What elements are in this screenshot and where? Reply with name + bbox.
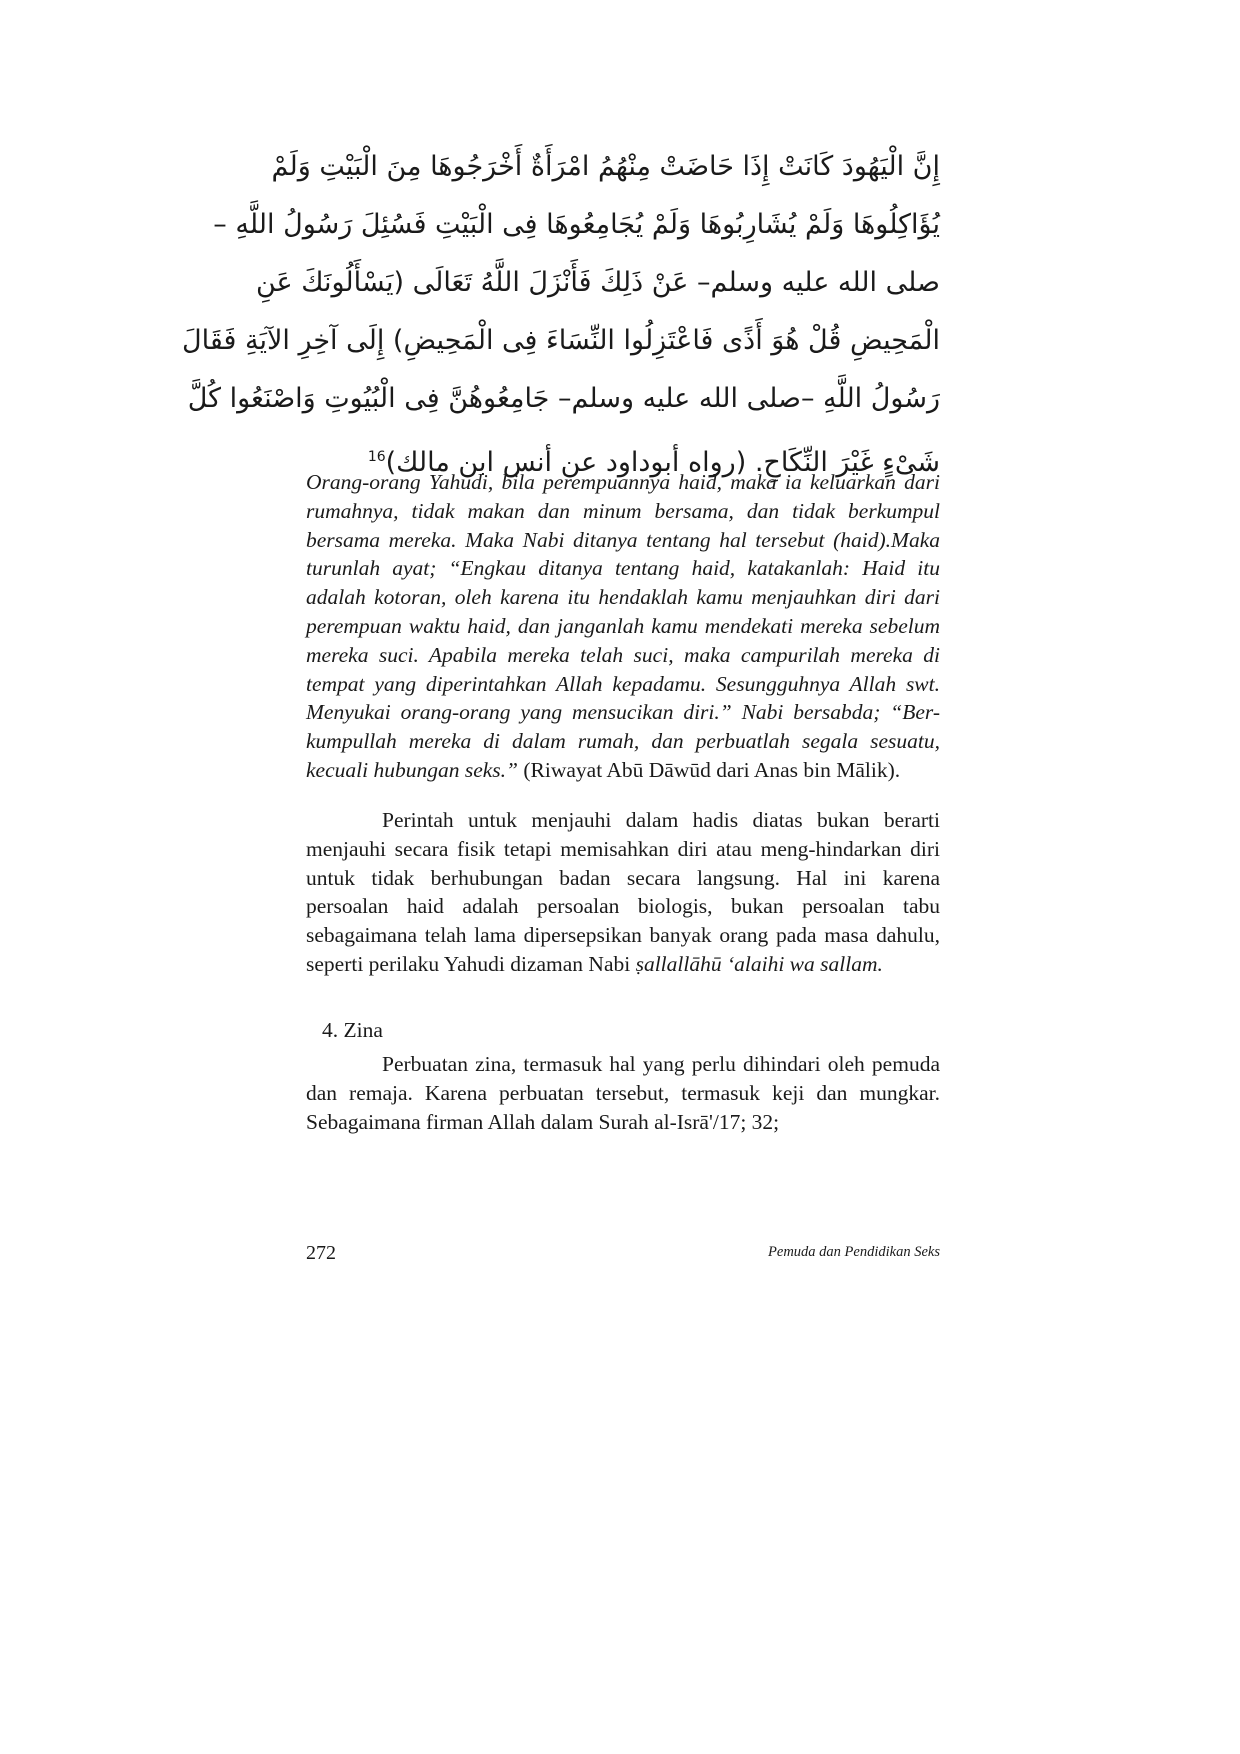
arabic-line-6-text: شَىْءٍ غَيْرَ النِّكَاحِ. (رواه أبوداود عن أنس ابن مالك) — [385, 447, 940, 478]
paragraph1-text: Perintah untuk menjauhi dalam hadis diatas bukan berarti menjauhi secara fisik tetapi memisahkan diri atau meng-hindarkan diri untuk tidak berhubungan badan secara langsung. Hal ini karena persoalan haid adalah persoalan biologis, bukan persoalan tabu sebagaimana telah lama dipersepsikan banyak orang pada masa dahulu, seperti perilaku Yahudi dizaman Nabi — [306, 808, 940, 976]
translation-text: Orang-orang Yahudi, bila perempuannya haid, maka ia keluarkan dari rumahnya, tidak makan dan minum bersama, dan tidak berkumpul bersama mereka. Maka Nabi ditanya tentang hal tersebut (haid).Maka turunlah ayat; “Engkau ditanya tentang haid, katakanlah: Haid itu adalah kotoran, oleh karena itu hendaklah kamu menjauhkan diri dari perempuan waktu haid, dan janganlah kamu mendekati mereka sebelum mereka suci. Apabila mereka telah suci, maka campurilah mereka di tempat yang diperintahkan Allah kepadamu. Sesungguhnya Allah swt. Menyukai orang-orang yang mensucikan diri.” Nabi bersabda; “Ber-kumpullah mereka di dalam rumah, dan perbuatlah segala sesuatu, kecuali hubungan seks.” — [306, 470, 940, 782]
arabic-line-3: صلى الله عليه وسلم– عَنْ ذَلِكَ فَأَنْزَلَ اللَّهُ تَعَالَى (يَسْأَلُونَكَ عَنِ — [255, 267, 940, 298]
running-title: Pemuda dan Pendidikan Seks — [768, 1244, 940, 1260]
arabic-line-4: الْمَحِيضِ قُلْ هُوَ أَذًى فَاعْتَزِلُوا النِّسَاءَ فِى الْمَحِيضِ) إِلَى آخِرِ الآيَةِ فَقَالَ — [181, 325, 940, 356]
page-number: 272 — [306, 1242, 336, 1264]
arabic-hadith-text — [181, 138, 940, 492]
arabic-line-1: إِنَّ الْيَهُودَ كَانَتْ إِذَا حَاضَتْ مِنْهُمُ امْرَأَةٌ أَخْرَجُوهَا مِنَ الْبَيْتِ وَلَمْ — [271, 151, 940, 182]
paragraph1-honorific: ṣallallāhū ‘alaihi wa sallam. — [635, 951, 883, 976]
arabic-line-2: يُؤَاكِلُوهَا وَلَمْ يُشَارِبُوهَا وَلَمْ يُجَامِعُوهَا فِى الْبَيْتِ فَسُئِلَ رَسُولُ اللَّهِ – — [213, 209, 940, 240]
arabic-line-5: رَسُولُ اللَّهِ –صلى الله عليه وسلم– جَامِعُوهُنَّ فِى الْبُيُوتِ وَاصْنَعُوا كُلَّ — [187, 383, 940, 414]
footnote-reference: 16 — [367, 449, 386, 465]
hadith-translation — [306, 468, 940, 785]
paragraph-haid-explanation — [306, 806, 940, 979]
paragraph-zina: Perbuatan zina, termasuk hal yang perlu dihindari oleh pemuda dan remaja. Karena perbuatan tersebut, termasuk keji dan mungkar. Sebagaimana firman Allah dalam Surah al-Isrā'/17; 32; — [306, 1052, 940, 1134]
translation-source: (Riwayat Abū Dāwūd dari Anas bin Mālik). — [517, 757, 901, 782]
section-heading-zina: 4. Zina — [322, 1018, 383, 1042]
